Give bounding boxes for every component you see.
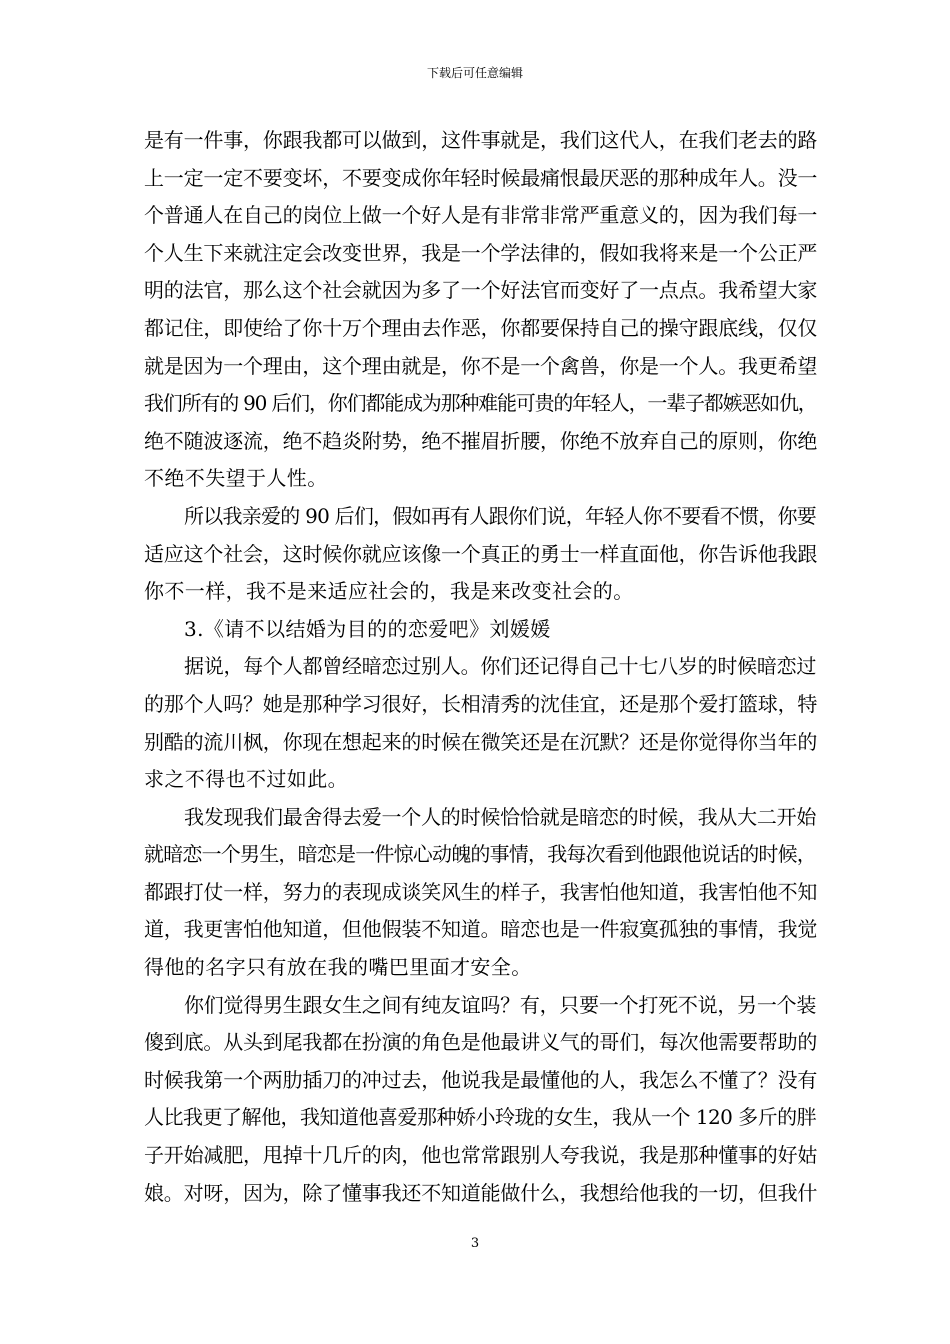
text-line: 道，我更害怕他知道，但他假装不知道。暗恋也是一件寂寞孤独的事情，我觉: [144, 917, 818, 942]
text-line: 所以我亲爱的 90 后们，假如再有人跟你们说，年轻人你不要看不惯，你要: [184, 503, 816, 528]
text-line: 求之不得也不过如此。: [144, 767, 348, 792]
text-line: 你们觉得男生跟女生之间有纯友谊吗？有，只要一个打死不说，另一个装: [184, 992, 816, 1017]
text-line: 就暗恋一个男生，暗恋是一件惊心动魄的事情，我每次看到他跟他说话的时候，: [144, 842, 816, 867]
text-line: 得他的名字只有放在我的嘴巴里面才安全。: [144, 955, 532, 980]
text-line: 据说，每个人都曾经暗恋过别人。你们还记得自己十七八岁的时候暗恋过: [184, 654, 816, 679]
text-line: 上一定一定不要变坏，不要变成你年轻时候最痛恨最厌恶的那种成年人。没一: [144, 165, 818, 190]
text-line: 明的法官，那么这个社会就因为多了一个好法官而变好了一点点。我希望大家: [144, 278, 818, 303]
text-line: 个普通人在自己的岗位上做一个好人是有非常非常严重意义的，因为我们每一: [144, 203, 818, 228]
text-line: 人比我更了解他，我知道他喜爱那种娇小玲珑的女生，我从一个 120 多斤的胖: [144, 1105, 816, 1130]
text-line: 3.《请不以结婚为目的的恋爱吧》刘媛媛: [184, 616, 551, 641]
text-line: 绝不随波逐流，绝不趋炎附势，绝不摧眉折腰，你绝不放弃自己的原则，你绝: [144, 428, 818, 453]
text-line: 都跟打仗一样，努力的表现成谈笑风生的样子，我害怕他知道，我害怕他不知: [144, 879, 818, 904]
text-line: 傻到底。从头到尾我都在扮演的角色是他最讲义气的哥们，每次他需要帮助的: [144, 1030, 818, 1055]
text-line: 子开始减肥，甩掉十几斤的肉，他也常常跟别人夸我说，我是那种懂事的好姑: [144, 1143, 818, 1168]
text-line: 适应这个社会，这时候你就应该像一个真正的勇士一样直面他，你告诉他我跟: [144, 541, 818, 566]
text-line: 是有一件事，你跟我都可以做到，这件事就是，我们这代人，在我们老去的路: [144, 128, 818, 152]
text-line: 别酷的流川枫，你现在想起来的时候在微笑还是在沉默？还是你觉得你当年的: [144, 729, 818, 754]
text-line: 你不一样，我不是来适应社会的，我是来改变社会的。: [144, 579, 634, 604]
text-line: 我发现我们最舍得去爱一个人的时候恰恰就是暗恋的时候，我从大二开始: [184, 804, 816, 829]
text-line: 都记住，即使给了你十万个理由去作恶，你都要保持自己的操守跟底线，仅仅: [144, 315, 818, 340]
text-line: 的那个人吗？她是那种学习很好，长相清秀的沈佳宜，还是那个爱打篮球，特: [144, 691, 818, 716]
text-line: 就是因为一个理由，这个理由就是，你不是一个禽兽，你是一个人。我更希望: [144, 353, 818, 378]
page-header: 下载后可任意编辑: [426, 66, 523, 80]
page-number: 3: [470, 1236, 480, 1251]
text-line: 不绝不失望于人性。: [144, 466, 328, 491]
text-line: 娘。对呀，因为，除了懂事我还不知道能做什么，我想给他我的一切，但我什: [144, 1180, 818, 1205]
text-line: 个人生下来就注定会改变世界，我是一个学法律的，假如我将来是一个公正严: [144, 240, 818, 265]
text-line: 时候我第一个两肋插刀的冲过去，他说我是最懂他的人，我怎么不懂了？没有: [144, 1067, 818, 1092]
body-text: [144, 122, 816, 1212]
text-line: 我们所有的 90 后们，你们都能成为那种难能可贵的年轻人，一辈子都嫉恶如仇，: [144, 391, 817, 416]
